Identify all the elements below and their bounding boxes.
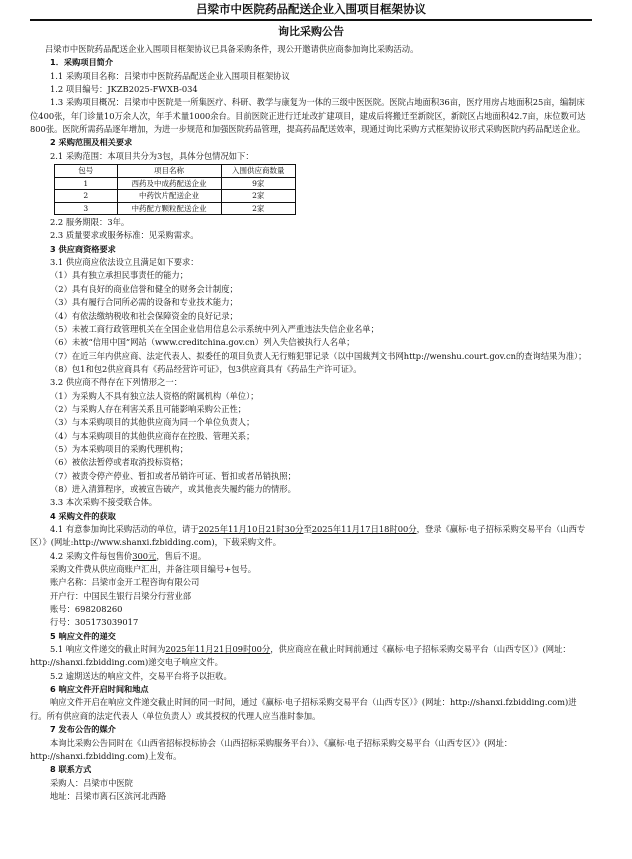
notice-title: 询比采购公告 xyxy=(278,25,344,38)
requirement-item: （1）具有独立承担民事责任的能力； xyxy=(50,270,189,281)
download-text-c: ，登录《赢标·电子招标采购交易平台（山西专区）》(网址:http://www.shanxi.fzbidding.com)，下载采购文件。 xyxy=(30,524,586,548)
late-submission-note: 5.2 逾期送达的响应文件，交易平台将予以拒收。 xyxy=(50,670,232,681)
cell-supplier-count: 2家 xyxy=(221,190,295,203)
cell-supplier-count: 2家 xyxy=(221,202,295,215)
requirement-item: （3）具有履行合同所必需的设备和专业技术能力； xyxy=(50,297,238,308)
exclusion-item: （3）与本采购项目的其他供应商为同一个单位负责人； xyxy=(50,417,255,428)
exclusion-item: （8）进入清算程序，或被宣告破产，或其他丧失履约能力的情形。 xyxy=(50,483,296,494)
cell-supplier-count: 9家 xyxy=(221,177,295,190)
fee-text-a: 4.2 采购文件每包售价 xyxy=(50,550,133,561)
account-number: 账号：698208260 xyxy=(50,604,123,615)
download-end-time: 2025年11月17日18时00分 xyxy=(311,524,417,534)
exclusion-item: （4）与本采购项目的其他供应商存在控股、管理关系； xyxy=(50,430,255,441)
publication-media: 本询比采购公告同时在《山西省招标投标协会（山西招标采购服务平台）》、《赢标·电子招标采购交易平台（山西专区）》(网址：http://shanxi.fzbidding.com)上发布。 xyxy=(30,737,513,761)
cell-package-no: 1 xyxy=(55,177,118,190)
download-text-a: 4.1 有意参加询比采购活动的单位，请于 xyxy=(50,524,199,534)
purchaser-address: 地址：吕梁市离石区滨河北西路 xyxy=(50,790,167,801)
exclusion-item: （7）被责令停产停业、暂扣或者吊销许可证、暂扣或者吊销执照； xyxy=(50,470,296,481)
requirement-item: （7）在近三年内供应商、法定代表人、拟委任的项目负责人无行贿犯罪记录（以中国裁判文书网http://wenshu.court.gov.cn的查询结果为准）； xyxy=(50,350,587,361)
document-download-info xyxy=(30,523,592,550)
exclusion-intro: 3.2 供应商不得存在下列情形之一： xyxy=(50,377,182,388)
deadline-text-a: 5.1 响应文件递交的截止时间为 xyxy=(50,644,166,655)
fee-amount: 300元 xyxy=(132,550,157,561)
service-period: 2.2 服务期限：3年。 xyxy=(50,217,130,228)
submission-deadline-info xyxy=(30,643,592,670)
cell-package-no: 2 xyxy=(55,190,118,203)
exclusion-item: （2）与采购人存在利害关系且可能影响采购公正性； xyxy=(50,403,247,414)
qualification-intro: 3.1 供应商应依法设立且满足如下要求： xyxy=(50,257,199,268)
section-8-heading: 8 联系方式 xyxy=(50,764,92,775)
consortium-note: 3.3 本次采购不接受联合体。 xyxy=(50,497,158,508)
fee-text-b: ，售后不退。 xyxy=(156,550,207,561)
bank-name: 开户行：中国民生银行吕梁分行营业部 xyxy=(50,590,192,601)
project-code: 1.2 项目编号：JKZB2025-FWXB-034 xyxy=(50,84,198,95)
section-2-heading: 2 采购范围及相关要求 xyxy=(50,137,133,148)
cell-project-name: 中药饮片配送企业 xyxy=(117,190,221,203)
table-row xyxy=(55,177,296,190)
section-5-heading: 5 响应文件的递交 xyxy=(50,630,116,641)
intro-paragraph: 吕梁市中医院药品配送企业入围项目框架协议已具备采购条件，现公开邀请供应商参加询比采购活动。 xyxy=(45,44,419,54)
table-row xyxy=(55,190,296,203)
project-overview: 1.3 采购项目概况：吕梁市中医院是一所集医疗、科研、教学与康复为一体的三级中医医院。医院占地面积36亩，医疗用房占地面积25亩，编制床位400张，年门诊量10万余人次，年手术量1000余台。目前医院正进行迁址改扩建项目，建成后将搬迁至新院区，新院区占地面积42.7亩，床位数可达800张。医院所需药品逐年增加，为进一步规范和加强医院药品管理，提高药品配送效率，现通过询比采购方式框架协议形式采购医院内药品配送企业。 xyxy=(30,97,586,135)
col-supplier-count: 入围供应商数量 xyxy=(221,165,295,178)
requirement-item: （4）有依法缴纳税收和社会保障资金的良好记录； xyxy=(50,310,238,321)
cell-project-name: 西药及中成药配送企业 xyxy=(117,177,221,190)
download-text-b: 至 xyxy=(303,524,312,534)
deadline-text-b: ，供应商应在截止时间前通过《赢标·电子招标采购交易平台（山西专区）》(网址：http://shanxi.fzbidding.com)递交电子响应文件。 xyxy=(30,644,571,668)
table-header-row xyxy=(55,165,296,178)
opening-info: 响应文件开启在响应文件递交截止时间的同一时间，通过《赢标·电子招标采购交易平台（山西专区）》(网址：http://shanxi.fzbidding.com)进行。所有供应商的法定代表人（单位负责人）或其授权的代理人应当准时参加。 xyxy=(30,697,577,721)
requirement-item: （6）未被“信用中国”网站（www.creditchina.gov.cn）列入失信被执行人名单； xyxy=(50,337,355,348)
requirement-item: （5）未被工商行政管理机关在全国企业信用信息公示系统中列入严重违法失信企业名单； xyxy=(50,323,379,334)
exclusion-item: （6）被依法暂停或者取消投标资格； xyxy=(50,457,189,468)
table-row xyxy=(55,202,296,215)
package-table xyxy=(54,164,296,215)
document-fee xyxy=(30,550,592,563)
exclusion-item: （5）为本采购项目的采购代理机构； xyxy=(50,443,189,454)
exclusion-item: （1）为采购人不具有独立法人资格的附属机构（单位）； xyxy=(50,390,259,401)
project-name: 1.1 采购项目名称：吕梁市中医院药品配送企业入围项目框架协议 xyxy=(50,70,290,81)
purchaser-name: 采购人：吕梁市中医院 xyxy=(50,777,133,788)
section-7-heading: 7 发布公告的媒介 xyxy=(50,724,116,735)
requirement-item: （8）包1和包2供应商具有《药品经营许可证》，包3供应商具有《药品生产许可证》。 xyxy=(50,363,362,374)
section-1-heading: 1．采购项目简介 xyxy=(50,57,114,68)
account-name: 账户名称：吕梁市金开工程咨询有限公司 xyxy=(50,577,200,588)
col-package-no: 包号 xyxy=(55,165,118,178)
quality-requirement: 2.3 质量要求或服务标准：见采购需求。 xyxy=(50,230,199,241)
col-project-name: 项目名称 xyxy=(117,165,221,178)
procurement-scope: 2.1 采购范围：本项目共分为3包，具体分包情况如下： xyxy=(50,150,254,161)
section-4-heading: 4 采购文件的获取 xyxy=(50,510,116,521)
requirement-item: （2）具有良好的商业信誉和健全的财务会计制度； xyxy=(50,283,238,294)
title-divider xyxy=(30,19,592,21)
cell-package-no: 3 xyxy=(55,202,118,215)
payment-note: 采购文件费从供应商账户汇出，并备注项目编号+包号。 xyxy=(50,564,257,575)
download-start-time: 2025年11月10日21时30分 xyxy=(198,524,304,534)
cell-project-name: 中药配方颗粒配送企业 xyxy=(117,202,221,215)
bank-line-number: 行号：305173039017 xyxy=(50,617,139,628)
section-6-heading: 6 响应文件开启时间和地点 xyxy=(50,684,149,695)
section-3-heading: 3 供应商资格要求 xyxy=(50,243,116,254)
submission-deadline: 2025年11月21日09时00分 xyxy=(165,644,271,655)
document-title: 吕梁市中医院药品配送企业入围项目框架协议 xyxy=(196,2,426,16)
